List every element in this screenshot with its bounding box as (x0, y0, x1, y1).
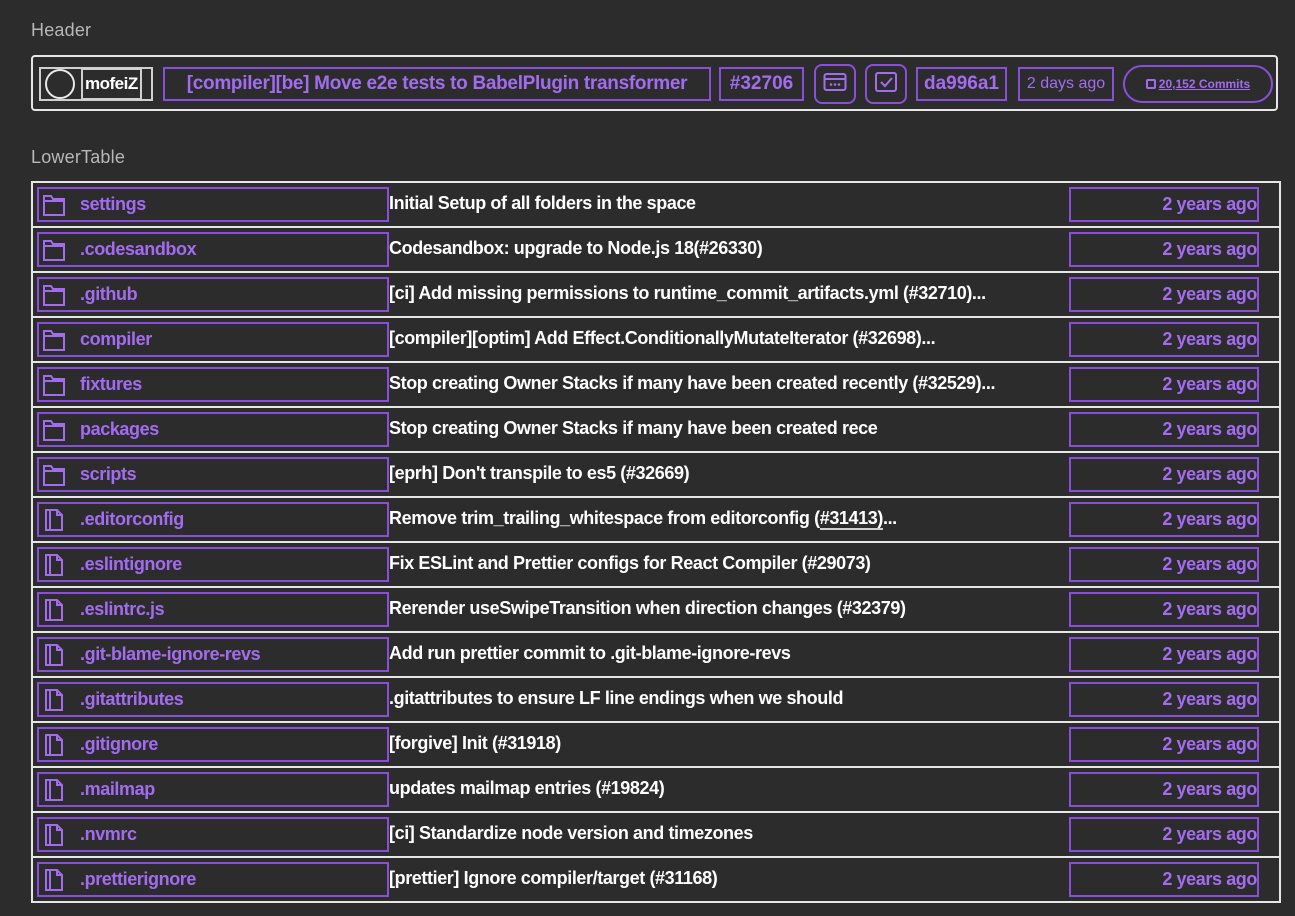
file-icon (42, 643, 66, 667)
commit-message-text[interactable]: [forgive] Init (#31918) (389, 733, 561, 753)
pr-number-link[interactable]: #32706 (719, 67, 804, 101)
author-name[interactable]: mofeiZ (81, 68, 142, 100)
last-updated-time: 2 years ago (1069, 457, 1259, 492)
commit-message-link[interactable] (389, 553, 871, 574)
commit-message-link[interactable] (389, 373, 995, 394)
file-icon (42, 598, 66, 622)
folder-icon (42, 283, 66, 307)
file-name-cell[interactable] (37, 367, 389, 402)
commit-message-link[interactable] (389, 823, 753, 844)
file-name-link[interactable]: .gitignore (80, 734, 158, 754)
file-name-link[interactable]: .eslintrc.js (80, 599, 165, 619)
commit-message-text[interactable]: Stop creating Owner Stacks if many have been created rece (389, 418, 878, 438)
last-updated-time: 2 years ago (1069, 727, 1259, 762)
lower-table-section-label: LowerTable (31, 147, 126, 167)
commits-count-label: 20,152 Commits (1158, 77, 1251, 91)
table-row[interactable] (33, 408, 1279, 453)
folder-icon (42, 463, 66, 487)
commit-message-link[interactable] (389, 598, 906, 619)
file-name-cell[interactable] (37, 457, 389, 492)
file-icon (42, 553, 66, 577)
file-name-link[interactable]: .prettierignore (80, 869, 197, 889)
table-row[interactable] (33, 228, 1279, 273)
last-updated-time: 2 years ago (1069, 772, 1259, 807)
file-name-link[interactable]: .git-blame-ignore-revs (80, 644, 261, 664)
commit-message-text[interactable]: Add run prettier commit to .git-blame-ignore-revs (389, 643, 791, 663)
table-row[interactable] (33, 318, 1279, 363)
file-icon (42, 508, 66, 532)
table-row[interactable] (33, 768, 1279, 813)
commit-message-text[interactable]: [prettier] Ignore compiler/target (#31168) (389, 868, 718, 888)
last-updated-time: 2 years ago (1069, 322, 1259, 357)
commit-message-text[interactable]: [eprh] Don't transpile to es5 (#32669) (389, 463, 690, 483)
commit-message-text[interactable]: Codesandbox: upgrade to Node.js 18(#26330) (389, 238, 763, 258)
table-row[interactable] (33, 183, 1279, 228)
last-updated-time: 2 years ago (1069, 547, 1259, 582)
file-name-cell[interactable] (37, 502, 389, 537)
commit-message-text[interactable]: [compiler][optim] Add Effect.ConditionallyMutateIterator (#32698)... (389, 328, 936, 348)
file-icon (42, 823, 66, 847)
commit-message-link[interactable] (389, 778, 664, 799)
author-avatar-box[interactable] (39, 67, 153, 101)
checks-status-button[interactable] (865, 64, 907, 104)
commit-message-ellipsis[interactable]: ... (882, 508, 897, 528)
last-updated-time: 2 years ago (1069, 412, 1259, 447)
commit-message-link[interactable] (389, 283, 986, 304)
file-name-cell[interactable] (37, 322, 389, 357)
table-row[interactable] (33, 363, 1279, 408)
file-name-link[interactable]: packages (80, 419, 159, 439)
file-table (31, 181, 1281, 903)
file-name-cell[interactable] (37, 727, 389, 762)
last-updated-time: 2 years ago (1069, 367, 1259, 402)
file-name-link[interactable]: .nvmrc (80, 824, 137, 844)
file-name-cell[interactable] (37, 637, 389, 672)
file-name-cell[interactable] (37, 817, 389, 852)
commits-history-button[interactable] (1123, 65, 1273, 103)
commit-message-text[interactable]: Initial Setup of all folders in the space (389, 193, 696, 213)
commit-details-button[interactable] (814, 64, 856, 104)
commit-message-link[interactable] (389, 193, 696, 214)
folder-icon (42, 238, 66, 262)
commit-message-link[interactable] (389, 733, 561, 754)
file-name-cell[interactable] (37, 232, 389, 267)
table-row[interactable] (33, 273, 1279, 318)
latest-commit-message[interactable]: [compiler][be] Move e2e tests to BabelPlugin transformer (163, 67, 711, 101)
commit-message-text[interactable]: Stop creating Owner Stacks if many have been created recently (#32529)... (389, 373, 996, 393)
file-name-cell[interactable] (37, 277, 389, 312)
commit-message-link[interactable] (389, 328, 935, 349)
file-name-cell[interactable] (37, 187, 389, 222)
commit-message-text[interactable]: Rerender useSwipeTransition when direction changes (#32379) (389, 598, 906, 618)
commit-message-link[interactable] (389, 418, 877, 439)
file-icon (42, 868, 66, 892)
file-name-link[interactable]: compiler (80, 329, 152, 349)
pr-link[interactable]: #31413) (819, 508, 883, 528)
check-box-icon (874, 71, 898, 98)
folder-icon (42, 373, 66, 397)
commit-message-text[interactable]: Fix ESLint and Prettier configs for React Compiler (#29073) (389, 553, 871, 573)
table-row[interactable] (33, 453, 1279, 498)
file-name-link[interactable]: settings (80, 194, 146, 214)
last-updated-time: 2 years ago (1069, 817, 1259, 852)
file-name-link[interactable]: scripts (80, 464, 137, 484)
commit-message-text[interactable]: updates mailmap entries (#19824) (389, 778, 665, 798)
folder-icon (42, 418, 66, 442)
file-name-cell[interactable] (37, 592, 389, 627)
file-name-cell[interactable] (37, 862, 389, 897)
table-row[interactable] (33, 813, 1279, 858)
commit-message-link[interactable] (389, 508, 897, 529)
last-updated-time: 2 years ago (1069, 232, 1259, 267)
file-icon (42, 778, 66, 802)
file-icon (42, 733, 66, 757)
file-name-link[interactable]: .github (80, 284, 138, 304)
file-name-cell[interactable] (37, 682, 389, 717)
commit-message-link[interactable] (389, 238, 762, 259)
commit-message-text[interactable]: [ci] Standardize node version and timezones (389, 823, 753, 843)
file-name-link[interactable]: .mailmap (80, 779, 155, 799)
file-name-cell[interactable] (37, 772, 389, 807)
file-name-cell[interactable] (37, 412, 389, 447)
folder-icon (42, 328, 66, 352)
commit-message-link[interactable] (389, 463, 689, 484)
table-row[interactable] (33, 633, 1279, 678)
file-name-cell[interactable] (37, 547, 389, 582)
table-row[interactable] (33, 723, 1279, 768)
commit-message-link[interactable] (389, 643, 790, 664)
table-row[interactable] (33, 678, 1279, 723)
avatar[interactable] (45, 69, 75, 99)
commit-sha-link[interactable]: da996a1 (916, 67, 1007, 101)
latest-commit-header (31, 55, 1278, 111)
table-row[interactable] (33, 543, 1279, 588)
folder-icon (42, 193, 66, 217)
last-updated-time: 2 years ago (1069, 682, 1259, 717)
file-name-link[interactable]: .codesandbox (80, 239, 197, 259)
ellipsis-box-icon (823, 72, 847, 97)
last-updated-time: 2 years ago (1069, 637, 1259, 672)
commit-message-link[interactable] (389, 688, 843, 709)
file-name-link[interactable]: fixtures (80, 374, 142, 394)
commit-time-ago: 2 days ago (1018, 67, 1114, 101)
header-section-label: Header (31, 20, 92, 40)
file-icon (42, 688, 66, 712)
file-name-link[interactable]: .editorconfig (80, 509, 184, 529)
commit-message-text[interactable]: [ci] Add missing permissions to runtime_commit_artifacts.yml (#32710)... (389, 283, 986, 303)
table-row[interactable] (33, 498, 1279, 543)
last-updated-time: 2 years ago (1069, 862, 1259, 897)
last-updated-time: 2 years ago (1069, 502, 1259, 537)
last-updated-time: 2 years ago (1069, 592, 1259, 627)
table-row[interactable] (33, 588, 1279, 633)
last-updated-time: 2 years ago (1069, 187, 1259, 222)
commit-message-text[interactable]: .gitattributes to ensure LF line endings when we should (389, 688, 844, 708)
file-name-link[interactable]: .gitattributes (80, 689, 184, 709)
commit-message-link[interactable] (389, 868, 717, 889)
table-row[interactable] (33, 858, 1279, 901)
history-icon (1146, 79, 1156, 89)
file-name-link[interactable]: .eslintignore (80, 554, 182, 574)
last-updated-time: 2 years ago (1069, 277, 1259, 312)
commit-message-text[interactable]: Remove trim_trailing_whitespace from editorconfig ( (389, 508, 820, 528)
